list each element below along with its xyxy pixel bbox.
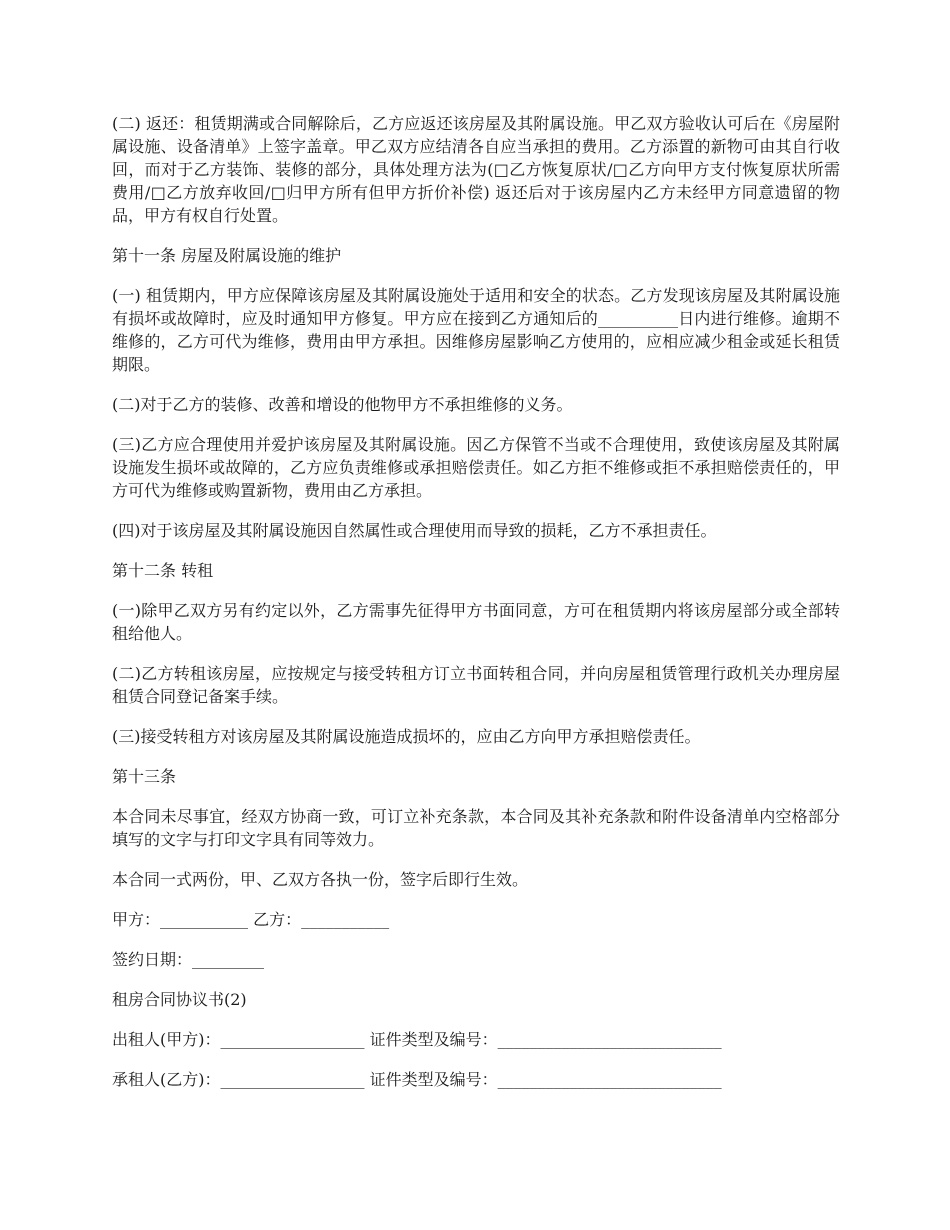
lessor-info-line: 出租人(甲方)：__________________ 证件类型及编号：____________________________: [112, 1030, 722, 1049]
article-11-item-3: (三)乙方应合理使用并爱护该房屋及其附属设施。因乙方保管不当或不合理使用，致使该房屋及其附属设施发生损坏或故障的，乙方应负责维修或承担赔偿责任。如乙方拒不维修或拒不承担赔偿责任的，甲方可代为维修或购置新物，费用由乙方承担。: [112, 435, 840, 500]
article-12-item-2: (二)乙方转租该房屋，应按规定与接受转租方订立书面转租合同，并向房屋租赁管理行政机关办理房屋租赁合同登记备案手续。: [112, 664, 840, 706]
document-page: [112, 112, 840, 1091]
article-11-item-2: (二)对于乙方的装修、改善和增设的他物甲方不承担维修的义务。: [112, 395, 573, 414]
article-13-heading: 第十三条: [112, 767, 177, 786]
article-11-heading: 第十一条 房屋及附属设施的维护: [112, 246, 342, 265]
clause-10-return-paragraph: (二) 返还：租赁期满或合同解除后，乙方应返还该房屋及其附属设施。甲乙双方验收认可后在《房屋附属设施、设备清单》上签字盖章。甲乙双方应结清各自应当承担的费用。乙方添置的新物可由其自行收回，而对于乙方装饰、装修的部分，具体处理方法为(□乙方恢复原状/□乙方向甲方支付恢复原状所需费用/□乙方放弃收回/□归甲方所有但甲方折价补偿) 返还后对于该房屋内乙方未经甲方同意遗留的物品，甲方有权自行处置。: [112, 114, 840, 225]
supplementary-terms-paragraph: 本合同未尽事宜，经双方协商一致，可订立补充条款，本合同及其补充条款和附件设备清单内空格部分填写的文字与打印文字具有同等效力。: [112, 807, 840, 849]
article-12-item-1: (一)除甲乙双方另有约定以外，乙方需事先征得甲方书面同意，方可在租赁期内将该房屋部分或全部转租给他人。: [112, 601, 840, 643]
article-11-item-4: (四)对于该房屋及其附属设施因自然属性或合理使用而导致的损耗，乙方不承担责任。: [112, 521, 717, 540]
article-11-item-1: (一) 租赁期内，甲方应保障该房屋及其附属设施处于适用和安全的状态。乙方发现该房屋及其附属设施有损坏或故障时，应及时通知甲方修复。甲方应在接到乙方通知后的__________日内进行维修。逾期不维修的，乙方可代为维修，费用由甲方承担。因维修房屋影响乙方使用的，应相应减少租金或延长租赁期限。: [112, 286, 840, 374]
article-12-heading: 第十二条 转租: [112, 561, 214, 580]
copies-effective-paragraph: 本合同一式两份，甲、乙双方各执一份，签字后即行生效。: [112, 870, 529, 889]
contract-2-title: 租房合同协议书(2): [112, 990, 247, 1009]
signature-parties-line: 甲方：___________ 乙方：___________: [112, 910, 390, 929]
lessee-info-line: 承租人(乙方)：__________________ 证件类型及编号：____________________________: [112, 1070, 722, 1089]
article-12-item-3: (三)接受转租方对该房屋及其附属设施造成损坏的，应由乙方向甲方承担赔偿责任。: [112, 727, 701, 746]
signing-date-line: 签约日期：_________: [112, 950, 265, 969]
